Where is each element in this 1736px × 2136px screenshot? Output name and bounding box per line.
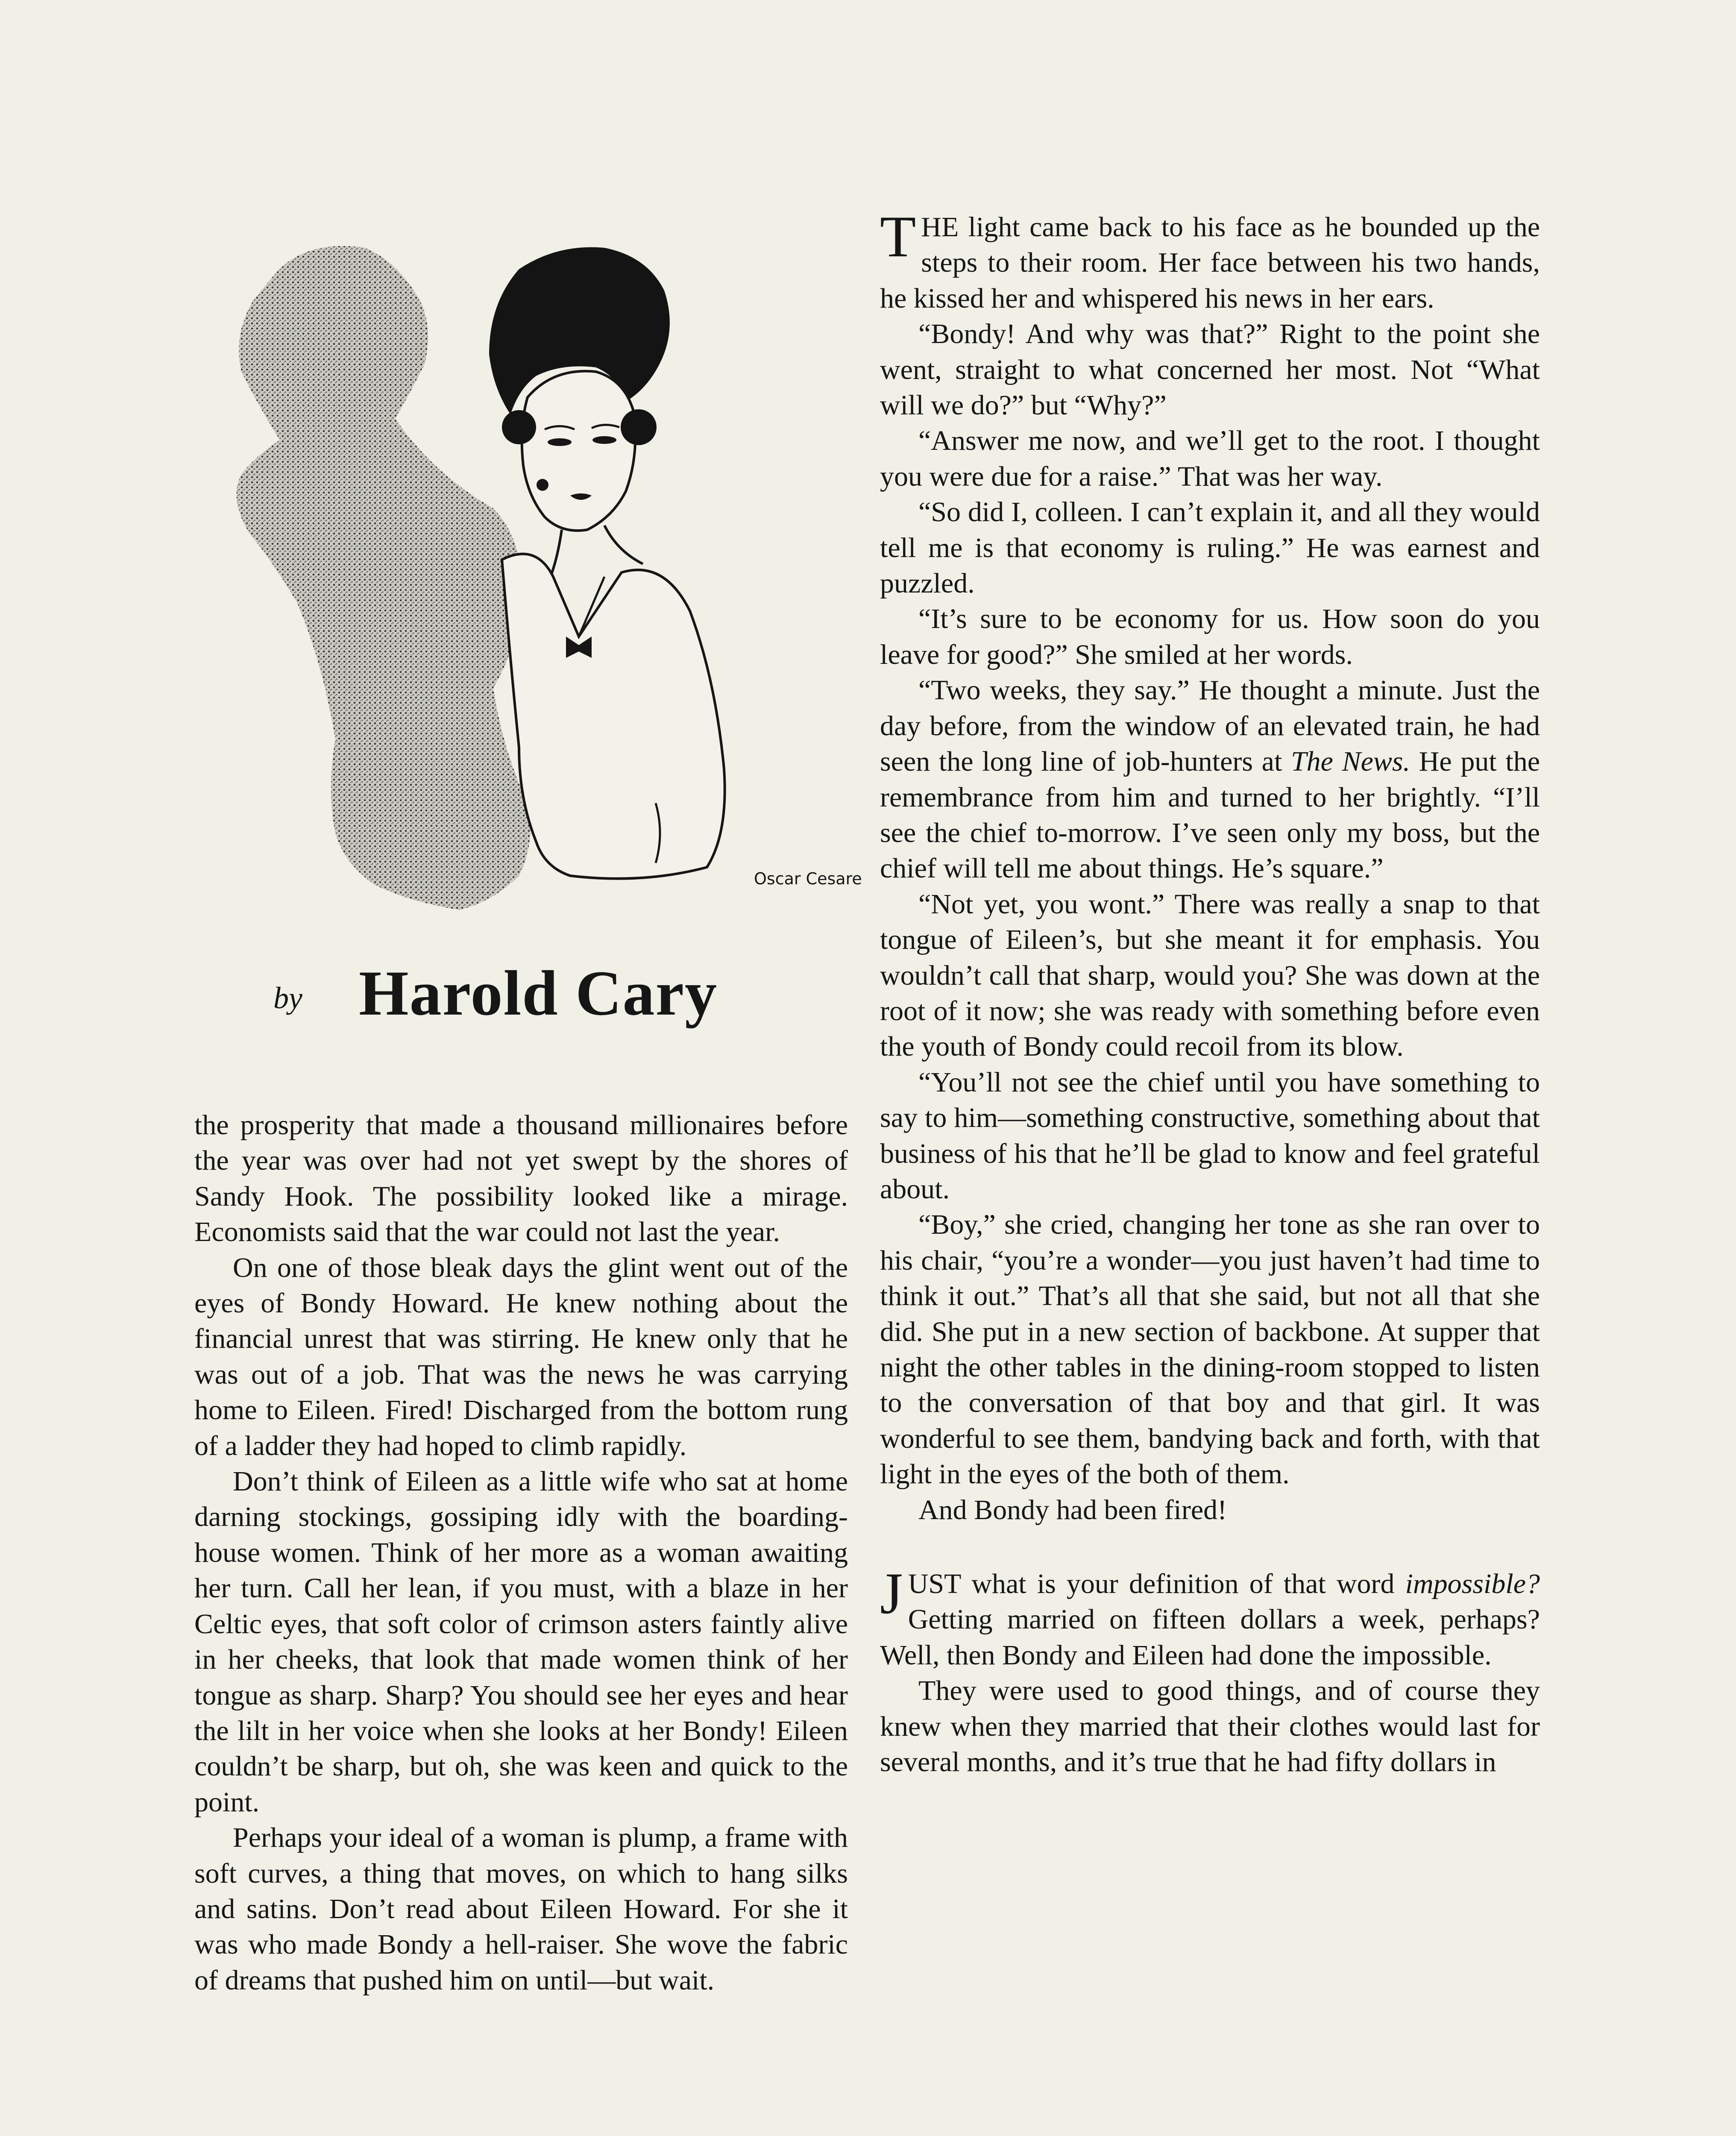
paragraph: the prosperity that made a thousand millionaires before the year was over had not yet swept by the shores of Sandy Hook. The possibility looked like a mirage. Economists said that the war could not last the year. [194, 1109, 848, 1248]
paragraph: “It’s sure to be economy for us. How soon do you leave for good?” She smiled at her words. [880, 603, 1540, 670]
paragraph: And Bondy had been fired! [918, 1494, 1227, 1526]
right-text-column [880, 204, 1540, 1780]
paragraph-text: HE light came back to his face as he bounded up the steps to their room. Her face between his two hands, he kissed her and whispered his news in her ears. [880, 211, 1540, 314]
section-opening-paragraph [880, 1561, 1540, 1673]
paragraph: Don’t think of Eileen as a little wife who sat at home darning stockings, gossiping idly with the boarding-house women. Think of her more as a woman awaiting her turn. Call her lean, if you must, with a blaze in her Celtic eyes, that soft color of crimson asters faintly alive in her cheeks, that look that made women think of her tongue as sharp. Sharp? You should see her eyes and hear the lilt in her voice when she looks at her Bondy! Eileen couldn’t be sharp, but oh, she was keen and quick to the point. [194, 1466, 848, 1818]
artist-signature: Oscar Cesare [754, 869, 862, 888]
paragraph [880, 672, 1540, 886]
paragraph: “So did I, colleen. I can’t explain it, and all they would tell me is that economy is ruling.” He was earnest and puzzled. [880, 496, 1540, 599]
byline-lettering [269, 953, 867, 1029]
paragraph: “You’ll not see the chief until you have something to say to him—something constructive, something about that business of his that he’ll be glad to know and feel grateful about. [880, 1066, 1540, 1205]
paragraph-text: UST what is your definition of that word [908, 1568, 1405, 1600]
section-break [880, 1528, 1540, 1566]
paragraph: Perhaps your ideal of a woman is plump, a frame with soft curves, a thing that moves, on which to hang silks and satins. Don’t read about Eileen Howard. For she it was who made Bondy a hell-raiser. She wove the fabric of dreams that pushed him on until—but wait. [194, 1822, 848, 1996]
paragraph: “Answer me now, and we’ll get to the root. I thought you were due for a raise.” That was her way. [880, 425, 1540, 492]
paragraph: They were used to good things, and of course they knew when they married that their clothes would last for several months, and it’s true that he had fifty dollars in [880, 1675, 1540, 1778]
author-byline [269, 953, 867, 1029]
emphasized-word: impossible? [1405, 1568, 1540, 1600]
paragraph-text: Getting married on fifteen dollars a week, perhaps? Well, then Bondy and Eileen had done the impossible. [880, 1604, 1540, 1671]
drop-cap: J [880, 1561, 903, 1626]
newspaper-title: The News. [1290, 746, 1410, 778]
drop-cap: T [880, 204, 916, 269]
shadow-figure [237, 246, 531, 910]
woman-portrait-illustration [194, 235, 862, 953]
author-name: Harold Cary [359, 958, 718, 1029]
left-text-column [194, 1107, 848, 1998]
paragraph: “Boy,” she cried, changing her tone as she ran over to his chair, “you’re a wonder—you just haven’t had time to think it out.” That’s all that she said, but not all that she did. She put in a new section of backbone. At supper that night the other tables in the dining-room stopped to listen to the conversation of that boy and that girl. It was wonderful to see them, bandying back and forth, with that light in the eyes of the both of them. [880, 1209, 1540, 1490]
paragraph: “Not yet, you wont.” There was really a snap to that tongue of Eileen’s, but she meant it for emphasis. You wouldn’t call that sharp, would you? She was down at the root of it now; she was ready with something before even the youth of Bondy could recoil from its blow. [880, 888, 1540, 1062]
section-opening-paragraph [880, 204, 1540, 316]
paragraph: “Bondy! And why was that?” Right to the point she went, straight to what concerned her most. Not “What will we do?” but “Why?” [880, 318, 1540, 421]
illustration-drawing [194, 235, 862, 953]
paragraph-text: He put the remembrance from him and turned to her brightly. “I’ll see the chief to-morrow. I’ve seen only my boss, but the chief will tell me about things. He’s square.” [880, 746, 1540, 884]
face [522, 371, 636, 531]
paragraph: On one of those bleak days the glint went out of the eyes of Bondy Howard. He knew nothing about the financial unrest that was stirring. He knew only that he was out of a job. That was the news he was carrying home to Eileen. Fired! Discharged from the bottom rung of a ladder they had hoped to climb rapidly. [194, 1252, 848, 1461]
paragraph-text: “Two weeks, they say.” He thought a minute. Just the day before, from the window of an elevated train, he had seen the long line of job-hunters at [880, 675, 1540, 778]
byline-prefix: by [273, 981, 302, 1015]
